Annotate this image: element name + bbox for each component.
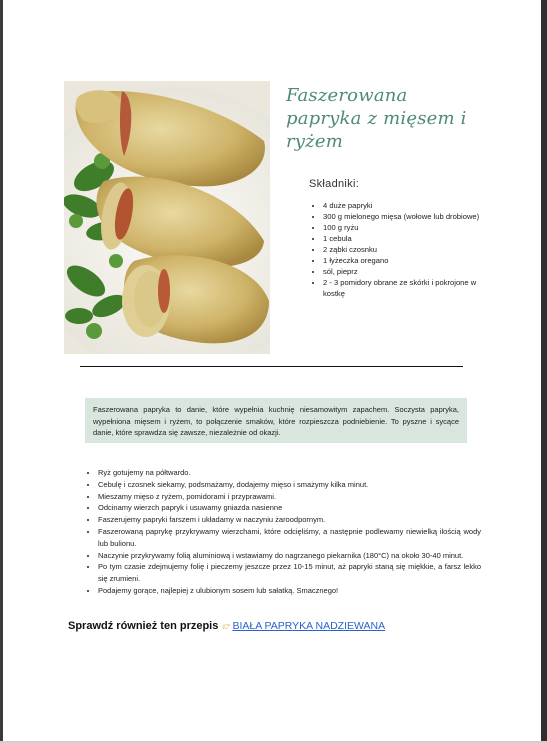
step-item: • Naczynie przykrywamy folią aluminiową i wstawiamy do nagrzanego piekarnika (180°C) na około 30-40 minut. [98, 550, 481, 562]
ingredients-heading: Składniki: [309, 178, 360, 190]
recipe-title: Faszerowana papryka z mięsem i ryżem [286, 85, 467, 152]
window-edge-left [0, 0, 3, 743]
step-item: • Ryż gotujemy na półtwardo. [98, 467, 481, 479]
ingredient-item: • 300 g mielonego mięsa (wołowe lub drobiowe) [323, 211, 499, 222]
ingredient-item: • 100 g ryżu [323, 222, 499, 233]
step-item: • Faszerowaną paprykę przykrywamy wierzchami, które odcięliśmy, a następnie podlewamy niewielką ilością wody lub bulionu. [98, 526, 481, 550]
step-item: • Mieszamy mięso z ryżem, pomidorami i przyprawami. [98, 491, 481, 503]
pointing-hand-icon: 👉︎ [222, 620, 231, 632]
ingredient-item: • 2 ząbki czosnku [323, 244, 499, 255]
ingredient-item: • 1 cebula [323, 233, 499, 244]
ingredients-list [309, 200, 499, 299]
see-also-line [68, 620, 488, 633]
window-edge-right [541, 0, 547, 743]
step-item: • Cebulę i czosnek siekamy, podsmażamy, dodajemy mięso i smażymy kilka minut. [98, 479, 481, 491]
step-item: • Po tym czasie zdejmujemy folię i pieczemy jeszcze przez 10-15 minut, aż papryki staną się miękkie, a farsz lekko się zrumieni. [98, 561, 481, 585]
ingredient-item: • 4 duże papryki [323, 200, 499, 211]
steps-list [84, 467, 481, 597]
see-also-link[interactable]: BIAŁA PAPRYKA NADZIEWANA [232, 620, 386, 632]
ingredient-item: • 2 - 3 pomidory obrane ze skórki i pokrojone w kostkę [323, 277, 499, 299]
step-item: • Faszerujemy papryki farszem i układamy w naczyniu żaroodpornym. [98, 514, 481, 526]
step-item: • Odcinamy wierzch papryk i usuwamy gniazda nasienne [98, 502, 481, 514]
see-also-label: Sprawdź również ten przepis [68, 620, 219, 632]
section-divider [80, 366, 463, 367]
stuffed-peppers-photo [64, 81, 270, 354]
step-item: • Podajemy gorące, najlepiej z ulubionym sosem lub sałatką. Smacznego! [98, 585, 481, 597]
intro-paragraph: Faszerowana papryka to danie, które wypełnia kuchnię niesamowitym zapachem. Soczysta papryka, wypełniona mięsem i ryżem, to połączenie smaków, które rozpieszcza podniebienie. To pyszne i sycące danie, które sprawdza się zawsze, niezależnie od okazji. [85, 398, 467, 443]
ingredient-item: • sól, pieprz [323, 266, 499, 277]
ingredient-item: • 1 łyżeczka oregano [323, 255, 499, 266]
